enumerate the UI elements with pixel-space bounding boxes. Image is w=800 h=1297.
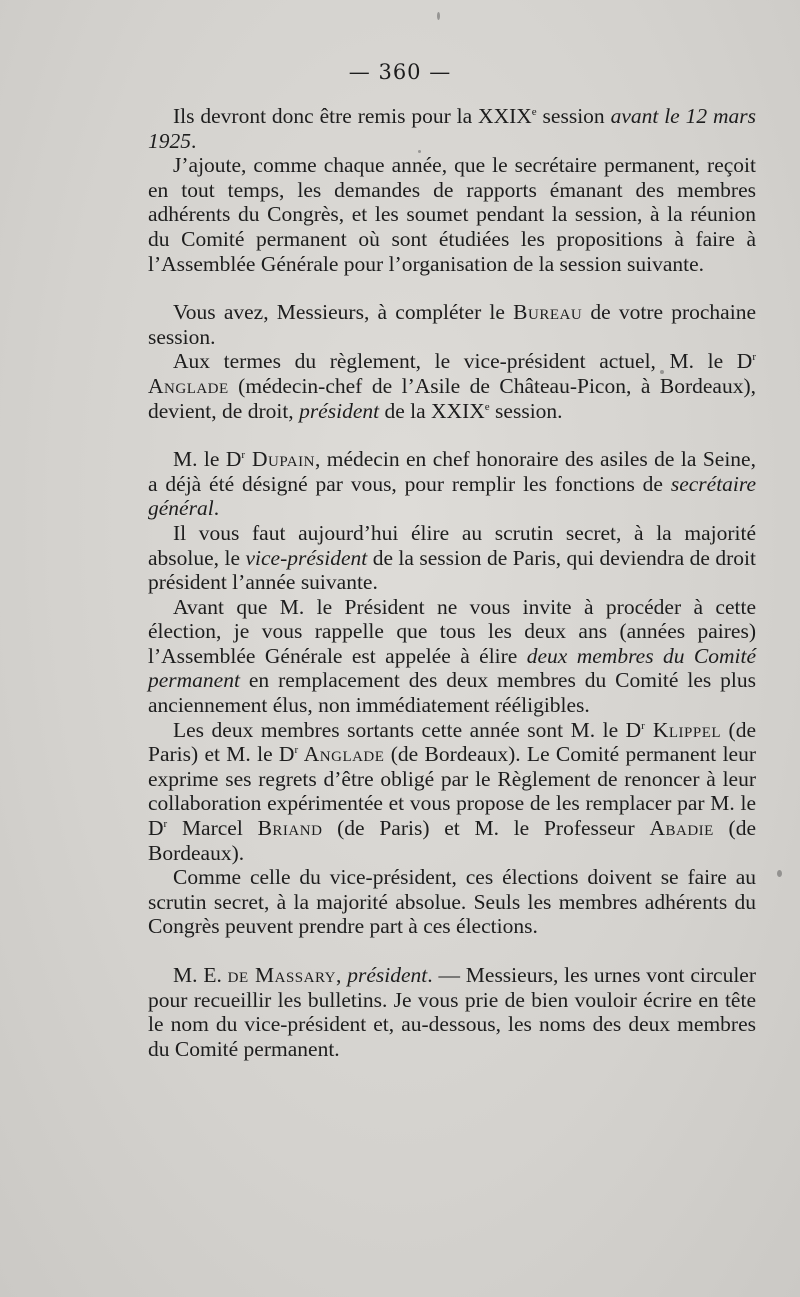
paragraph-secretaire: M. le $D^r$ Dupain, médecin en chef honoraire des asiles de la Seine, a déjà été désigné par vous, pour remplir les fonctions de secrétaire général. bbox=[148, 447, 756, 521]
scan-speck bbox=[777, 870, 782, 877]
paragraph-bureau: Vous avez, Messieurs, à compléter le Bureau de votre prochaine session. bbox=[148, 300, 756, 349]
paragraph-conditions: Comme celle du vice-président, ces élections doivent se faire au scrutin secret, à la majorité absolue. Seuls les membres adhérents du Congrès peuvent prendre part à ces élections. bbox=[148, 865, 756, 939]
paragraph-vice-president: Aux termes du règlement, le vice-président actuel, M. le $D^r$ Anglade (médecin-chef de l’Asile de Château-Picon, à Bordeaux), devient, de droit, président de la XXIXe session. bbox=[148, 349, 756, 423]
page-number: — 360 — bbox=[348, 60, 452, 84]
paragraph-membres-sortants: Les deux membres sortants cette année sont M. le $D^r$ Klippel (de Paris) et M. le $D^r$ Anglade (de Bordeaux). Le Comité permanent leur exprime ses regrets d’être obligé par le Règlement de renoncer à leur collaboration expérimentée et vous propose de les remplacer par M. le $D^r$ Marcel Briand (de Paris) et M. le Professeur Abadie (de Bordeaux). bbox=[148, 717, 757, 865]
scan-speck bbox=[437, 12, 440, 20]
paragraph-scrutin: Il vous faut aujourd’hui élire au scrutin secret, à la majorité absolue, le vice-président de la session de Paris, qui deviendra de droit président l’année suivante. bbox=[148, 520, 756, 595]
paragraph-president-speech: M. E. de Massary, président. — Messieurs, les urnes vont circuler pour recueillir les bulletins. Je vous prie de bien vouloir écrire en tête le nom du vice-président et, au-dessous, les noms des deux membres du Comité permanent. bbox=[148, 963, 756, 1061]
paragraph-election: Avant que M. le Président ne vous invite à procéder à cette élection, je vous rappelle que tous les deux ans (années paires) l’Assemblée Générale est appelée à élire deux membres du Comité permanent en remplacement des deux membres du Comité les plus anciennement élus, non immédiatement rééligibles. bbox=[148, 594, 756, 718]
paragraph-rapports: J’ajoute, comme chaque année, que le secrétaire permanent, reçoit en tout temps, les demandes de rapports émanant des membres adhérents du Congrès, et les soumet pendant la session, à la réunion du Comité permanent où sont étudiées les propositions à faire à l’Assemblée Générale pour l’organisation de la session suivante. bbox=[148, 153, 756, 276]
paragraph-deadline: Ils devront donc être remis pour la XXIXe session avant le 12 mars 1925. bbox=[148, 104, 756, 153]
body-text bbox=[148, 104, 756, 1061]
